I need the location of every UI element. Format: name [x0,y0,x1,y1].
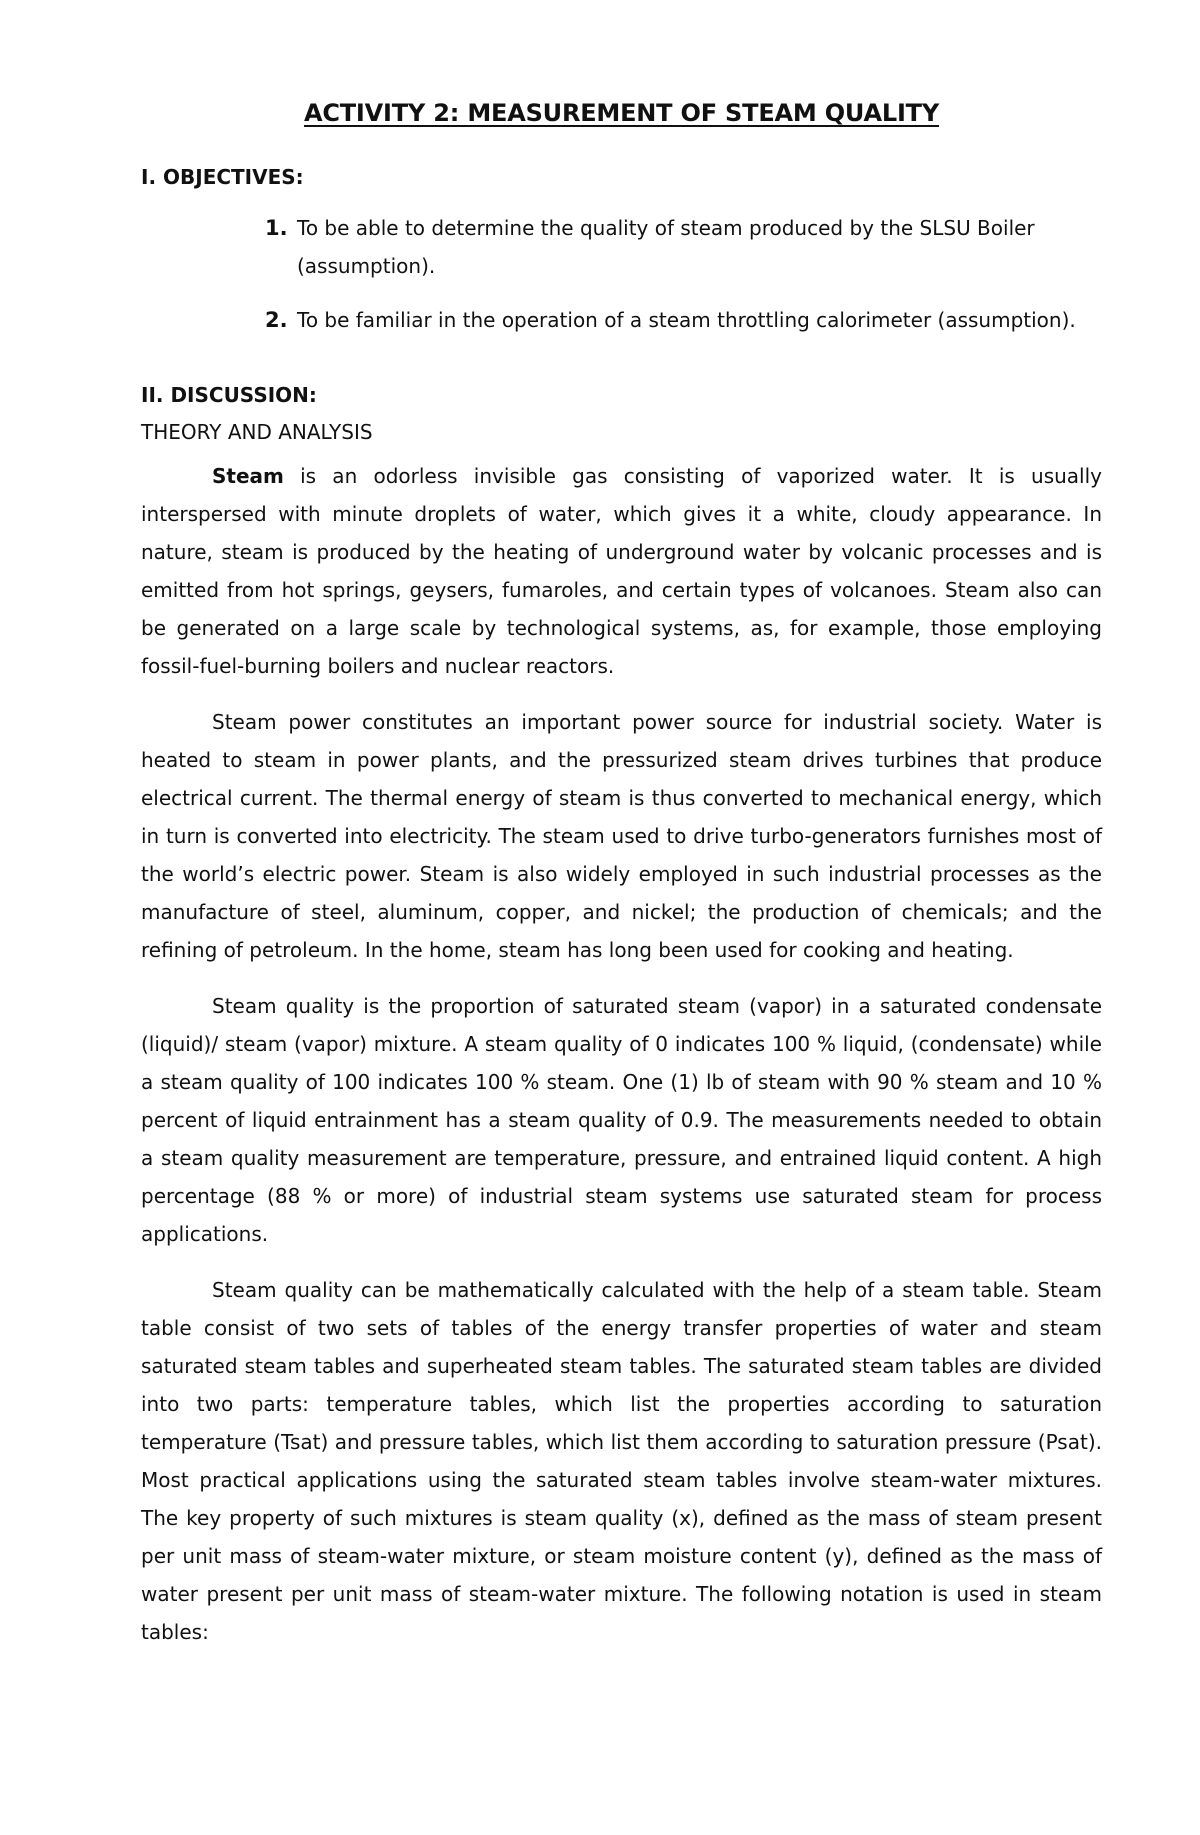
section-spacer [141,355,1102,377]
document-title: ACTIVITY 2: MEASUREMENT OF STEAM QUALITY [303,99,940,127]
list-item [141,209,1102,285]
list-item-text: To be familiar in the operation of a steam throttling calorimeter (assumption). [297,308,1076,332]
paragraph-steam-quality [141,987,1102,1253]
paragraph-lead-term: Steam [212,464,284,488]
paragraph-text: Steam quality can be mathematically calculated with the help of a steam table. Steam table consist of two sets of tables of the energy transfer properties of water and steam saturated steam tables and superheated steam tables. The saturated steam tables are divided into two parts: temperature tables, which list the properties according to saturation temperature (Tsat) and pressure tables, which list them according to saturation pressure (Psat). Most practical applications using the saturated steam tables involve steam-water mixtures. The key property of such mixtures is steam quality (x), defined as the mass of steam present per unit mass of steam-water mixture, or steam moisture content (y), defined as the mass of water present per unit mass of steam-water mixture. The following notation is used in steam tables: [141,1278,1102,1644]
objectives-heading: I. OBJECTIVES: [141,165,304,189]
document-page [141,96,1102,1669]
paragraph-text: is an odorless invisible gas consisting of vaporized water. It is usually interspersed with minute droplets of water, which gives it a white, cloudy appearance. In nature, steam is produced by the heating of underground water by volcanic processes and is emitted from hot springs, geysers, fumaroles, and certain types of volcanoes. Steam also can be generated on a large scale by technological systems, as, for example, those employing fossil-fuel-burning boilers and nuclear reactors. [141,464,1102,678]
discussion-heading: II. DISCUSSION: [141,383,317,407]
paragraph-steam-power [141,703,1102,969]
list-item [141,301,1102,339]
objectives-list [141,209,1102,339]
list-item-number: 1. [265,216,288,240]
paragraph-text: Steam quality is the proportion of saturated steam (vapor) in a saturated condensate (liquid)/ steam (vapor) mixture. A steam quality of 0 indicates 100 % liquid, (condensate) while a steam quality of 100 indicates 100 % steam. One (1) lb of steam with 90 % steam and 10 % percent of liquid entrainment has a steam quality of 0.9. The measurements needed to obtain a steam quality measurement are temperature, pressure, and entrained liquid content. A high percentage (88 % or more) of industrial steam systems use saturated steam for process applications. [141,994,1102,1246]
paragraph-steam-tables [141,1271,1102,1651]
paragraph-steam-definition [141,457,1102,685]
theory-subheading: THEORY AND ANALYSIS [141,420,373,444]
list-item-number: 2. [265,308,288,332]
paragraph-text: Steam power constitutes an important power source for industrial society. Water is heated to steam in power plants, and the pressurized steam drives turbines that produce electrical current. The thermal energy of steam is thus converted to mechanical energy, which in turn is converted into electricity. The steam used to drive turbo-generators furnishes most of the world’s electric power. Steam is also widely employed in such industrial processes as the manufacture of steel, aluminum, copper, and nickel; the production of chemicals; and the refining of petroleum. In the home, steam has long been used for cooking and heating. [141,710,1102,962]
list-item-text: To be able to determine the quality of steam produced by the SLSU Boiler (assumption). [297,216,1035,278]
